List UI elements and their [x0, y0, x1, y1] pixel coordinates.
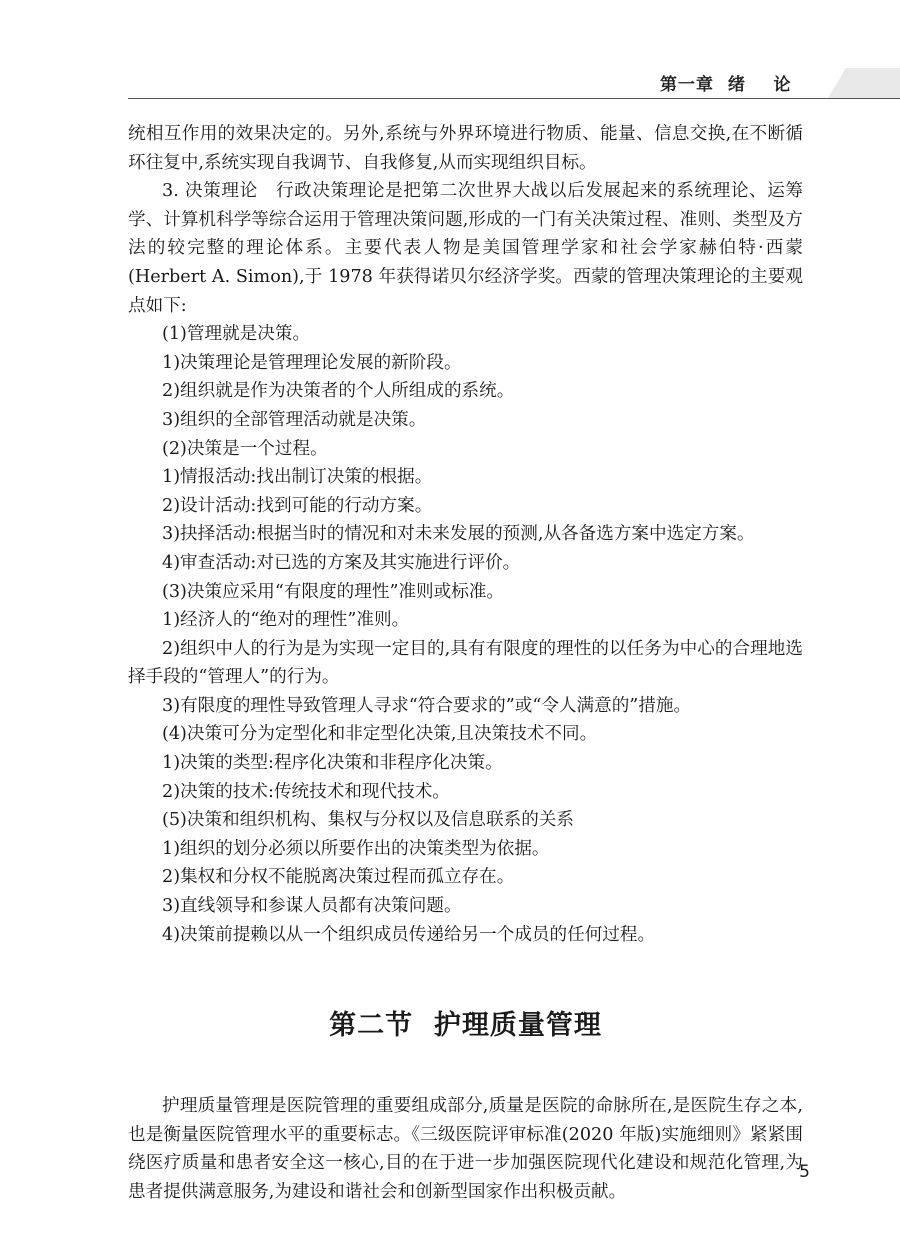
paragraph: 护理质量管理是医院管理的重要组成部分,质量是医院的命脉所在,是医院生存之本,也是衡量医院管理水平的重要标志。《三级医院评审标准(2020 年版)实施细则》紧紧围绕医疗质量和患者安全这一核心,目的在于进一步加强医院现代化建设和规范化管理,为患者提供满意服务,为建设和谐社会和创新型国家作出积极贡献。 — [128, 1096, 803, 1202]
page-body — [128, 120, 803, 1207]
list-item: 2)集权和分权不能脱离决策过程而孤立存在。 — [162, 867, 515, 888]
list-item: 2)设计活动:找到可能的行动方案。 — [162, 495, 433, 516]
list-item: 3)有限度的理性导致管理人寻求“符合要求的”或“令人满意的”措施。 — [162, 695, 692, 716]
list-item: 2)组织中人的行为是为实现一定目的,具有有限度的理性的以任务为中心的合理地选择手段的“管理人”的行为。 — [128, 638, 803, 688]
list-item: (5)决策和组织机构、集权与分权以及信息联系的关系 — [162, 810, 574, 831]
list-item: (1)管理就是决策。 — [162, 324, 311, 345]
header-rule — [128, 98, 900, 99]
list-item: 1)情报活动:找出制订决策的根据。 — [162, 467, 433, 488]
chapter-title: 第一章 绪 论 — [660, 75, 792, 95]
list-item: 1)组织的划分必须以所要作出的决策类型为依据。 — [162, 838, 550, 859]
list-item: 1)经济人的“绝对的理性”准则。 — [162, 610, 410, 631]
header-tab-shape — [828, 68, 900, 98]
section-title: 第二节 护理质量管理 — [329, 1010, 602, 1042]
list-item: 1)决策理论是管理理论发展的新阶段。 — [162, 352, 462, 373]
paragraph: 统相互作用的效果决定的。另外,系统与外界环境进行物质、能量、信息交换,在不断循环往复中,系统实现自我调节、自我修复,从而实现组织目标。 — [128, 124, 803, 173]
list-item: 3)组织的全部管理活动就是决策。 — [162, 409, 427, 430]
list-item: (4)决策可分为定型化和非定型化决策,且决策技术不同。 — [162, 724, 598, 745]
list-item: 4)决策前提赖以从一个组织成员传递给另一个成员的任何过程。 — [162, 924, 656, 945]
list-item: 4)审查活动:对已选的方案及其实施进行评价。 — [162, 552, 521, 573]
list-item: (3)决策应采用“有限度的理性”准则或标准。 — [162, 581, 505, 602]
list-item: 2)决策的技术:传统技术和现代技术。 — [162, 781, 450, 802]
list-item: 2)组织就是作为决策者的个人所组成的系统。 — [162, 381, 515, 402]
page-number: 5 — [799, 1162, 810, 1182]
list-item: (2)决策是一个过程。 — [162, 438, 328, 459]
paragraph: 3. 决策理论 行政决策理论是把第二次世界大战以后发展起来的系统理论、运筹学、计算机科学等综合运用于管理决策问题,形成的一门有关决策过程、准则、类型及方法的较完整的理论体系。主要代表人物是美国管理学家和社会学家赫伯特·西蒙(Herbert A. Simon),于 1978 年获得诺贝尔经济学奖。西蒙的管理决策理论的主要观点如下: — [128, 181, 803, 316]
list-item: 3)直线领导和参谋人员都有决策问题。 — [162, 896, 462, 917]
list-item: 3)抉择活动:根据当时的情况和对未来发展的预测,从各备选方案中选定方案。 — [162, 524, 755, 545]
list-item: 1)决策的类型:程序化决策和非程序化决策。 — [162, 753, 503, 774]
page-header — [0, 0, 900, 110]
